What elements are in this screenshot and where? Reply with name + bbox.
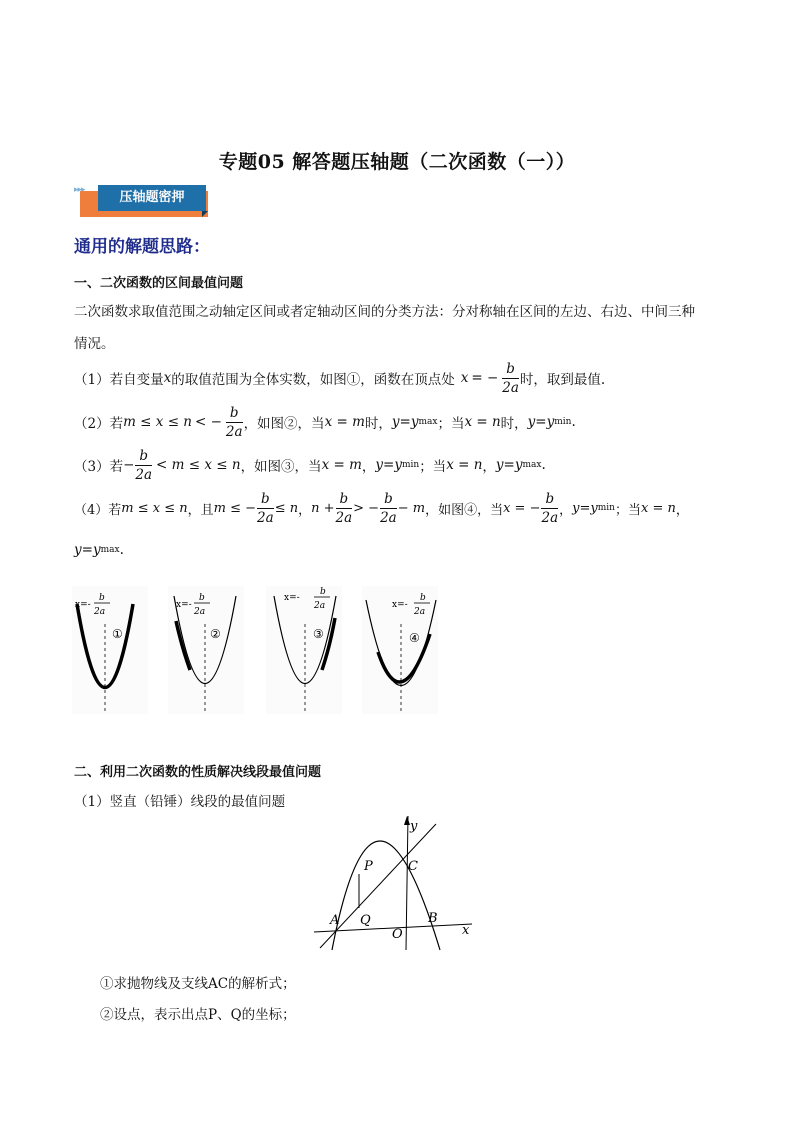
item2-text-c: 时， — [364, 416, 392, 432]
label-B: B — [428, 911, 438, 926]
math-y: y — [527, 414, 536, 430]
figure-1 — [72, 586, 148, 714]
item2-text-a: （2）若 — [74, 416, 124, 432]
figure-3 — [266, 586, 342, 714]
section1-intro: 二次函数求取值范围之动轴定区间或者定轴动区间的分类方法：分对称轴在区间的左边、右边、中间三种 — [74, 304, 695, 320]
frac-num: b — [99, 593, 105, 603]
fraction-b-2a: $\frac{b}{2a}$ — [225, 404, 243, 440]
math-y: y — [391, 414, 400, 430]
math-y: y — [92, 542, 101, 558]
math-sub-min: min — [401, 460, 420, 470]
figure-label: ④ — [409, 631, 420, 645]
fraction-b-2a: $\frac{b}{2a}$ — [502, 360, 519, 396]
math-range: m ≤ x ≤ n — [123, 414, 192, 430]
math-y: y — [572, 500, 580, 516]
item2-text-f: . — [571, 414, 576, 430]
frac-den: 2a — [414, 607, 426, 617]
item4-text-f: ；当 — [614, 502, 641, 518]
math-range: < m ≤ x ≤ n — [156, 457, 241, 473]
item2-text-b: ，如图②，当 — [243, 416, 325, 432]
math-neg: − — [123, 457, 135, 473]
fraction-b-2a: $\frac{b}{2a}$ — [380, 490, 397, 526]
item2-text-d: ；当 — [437, 416, 465, 432]
item-2 — [74, 402, 576, 442]
parabola-curve — [332, 841, 440, 950]
figure-label: ② — [210, 627, 221, 641]
math-x: x — [460, 370, 469, 386]
math-sub-max: max — [100, 545, 120, 555]
item4-text-a: （4）若 — [74, 502, 122, 518]
frac-num: b — [320, 587, 326, 597]
math-x: x — [163, 370, 172, 386]
label-C: C — [408, 859, 418, 874]
math-le-n: ≤ n — [274, 500, 299, 516]
math-x-eq-neg: x = − — [503, 500, 541, 516]
figure-2 — [168, 586, 244, 714]
item1-text-a: （1）若自变量 — [74, 372, 164, 388]
axis-label: x=- — [392, 600, 408, 610]
math-sub-min: min — [597, 503, 615, 513]
math-y: y — [394, 457, 402, 473]
math-x-eq-n: x = n — [464, 414, 501, 430]
item3-text-a: （3）若 — [74, 459, 124, 475]
math-eq: = — [503, 457, 515, 473]
math-eq: = — [399, 414, 411, 430]
math-range: m ≤ x ≤ n — [121, 500, 188, 516]
badge-fold — [202, 211, 208, 217]
math-y: y — [495, 457, 504, 473]
figure-4 — [362, 586, 438, 714]
math-y: y — [410, 414, 419, 430]
item-1 — [74, 358, 605, 398]
item1-text-b: 的取值范围为全体实数，如图①，函数在顶点处 — [171, 372, 455, 388]
axis-label: x=- — [75, 600, 91, 610]
math-y: y — [590, 500, 598, 516]
math-gt-neg: > − — [353, 500, 380, 516]
math-eq: = — [383, 457, 395, 473]
item2-text-e: 时， — [500, 416, 528, 432]
math-x-eq-m: x = m — [324, 414, 365, 430]
item4-text-d: ，如图④，当 — [425, 502, 504, 518]
item4-text-g: ， — [675, 502, 689, 518]
label-y: y — [410, 819, 418, 834]
step-2: ②设点，表示出点P、Q的坐标； — [100, 1007, 296, 1023]
axis-label: x=- — [176, 600, 192, 610]
y-axis — [406, 816, 408, 950]
figure-label: ③ — [313, 627, 324, 641]
figure-bg — [266, 586, 342, 714]
step-1: ①求抛物线及支线AC的解析式； — [100, 976, 296, 992]
label-P: P — [364, 859, 373, 874]
frac-den: 2a — [314, 601, 326, 611]
label-A: A — [330, 913, 340, 928]
section1-heading: 一、二次函数的区间最值问题 — [74, 276, 244, 291]
fraction-b-2a: $\frac{b}{2a}$ — [541, 490, 559, 526]
math-sub-max: max — [418, 417, 438, 427]
math-m-le-neg: m ≤ − — [213, 500, 257, 516]
math-sub-max: max — [522, 460, 542, 470]
item3-text-f: . — [541, 457, 546, 473]
coordinate-graph — [312, 812, 476, 952]
item3-text-e: ， — [482, 459, 496, 475]
section-badge — [74, 181, 208, 217]
page-title: 专题05 解答题压轴题（二次函数（一）） — [218, 151, 576, 173]
item3-text-b: ，如图③，当 — [240, 459, 322, 475]
math-n-plus: n + — [311, 500, 335, 516]
math-eq: = — [81, 542, 93, 558]
label-x: x — [462, 923, 470, 938]
section2-heading: 二、利用二次函数的性质解决线段最值问题 — [74, 765, 322, 780]
frac-num: b — [420, 593, 426, 603]
section1-intro-2: 情况。 — [74, 336, 115, 352]
math-x-eq-m: x = m — [321, 457, 362, 473]
math-sub-min: min — [554, 417, 572, 427]
item-4 — [74, 488, 689, 528]
item4-text-b: ，且 — [187, 502, 214, 518]
frac-den: 2a — [94, 607, 106, 617]
math-eq: = — [579, 500, 591, 516]
item4-text-h: . — [119, 542, 124, 558]
label-Q: Q — [360, 913, 371, 928]
math-y: y — [514, 457, 523, 473]
fraction-b-2a: $\frac{b}{2a}$ — [335, 490, 353, 526]
fraction-b-2a: $\frac{b}{2a}$ — [257, 490, 274, 526]
item4-text-e: ， — [559, 502, 573, 518]
section2-subheading: （1）竖直（铅锤）线段的最值问题 — [74, 794, 286, 810]
fraction-b-2a: $\frac{b}{2a}$ — [135, 447, 153, 483]
item3-text-d: ；当 — [419, 459, 447, 475]
math-eq-neg: = − — [471, 370, 499, 386]
label-O: O — [392, 927, 403, 942]
math-x-eq-n: x = n — [446, 457, 483, 473]
frac-den: 2a — [194, 607, 206, 617]
item1-text-c: 时，取到最值. — [519, 372, 606, 388]
item-4-cont — [74, 530, 124, 570]
line-AC — [320, 824, 436, 948]
main-heading: 通用的解题思路： — [74, 237, 210, 257]
math-y: y — [74, 542, 82, 558]
badge-label: 压轴题密押 — [98, 185, 206, 211]
axis-label: x=- — [284, 593, 300, 603]
figure-label: ① — [112, 627, 123, 641]
math-y: y — [546, 414, 555, 430]
math-lt-neg: < − — [195, 414, 222, 430]
math-minus-m: − m — [397, 500, 426, 516]
item3-text-c: ， — [361, 459, 376, 475]
item4-text-c: ， — [298, 502, 312, 518]
math-eq: = — [535, 414, 547, 430]
math-x-eq-n: x = n — [641, 500, 676, 516]
arrow-icon: ▸▸▸ — [74, 185, 85, 195]
item-3 — [74, 445, 546, 485]
math-y: y — [375, 457, 384, 473]
frac-num: b — [199, 593, 205, 603]
